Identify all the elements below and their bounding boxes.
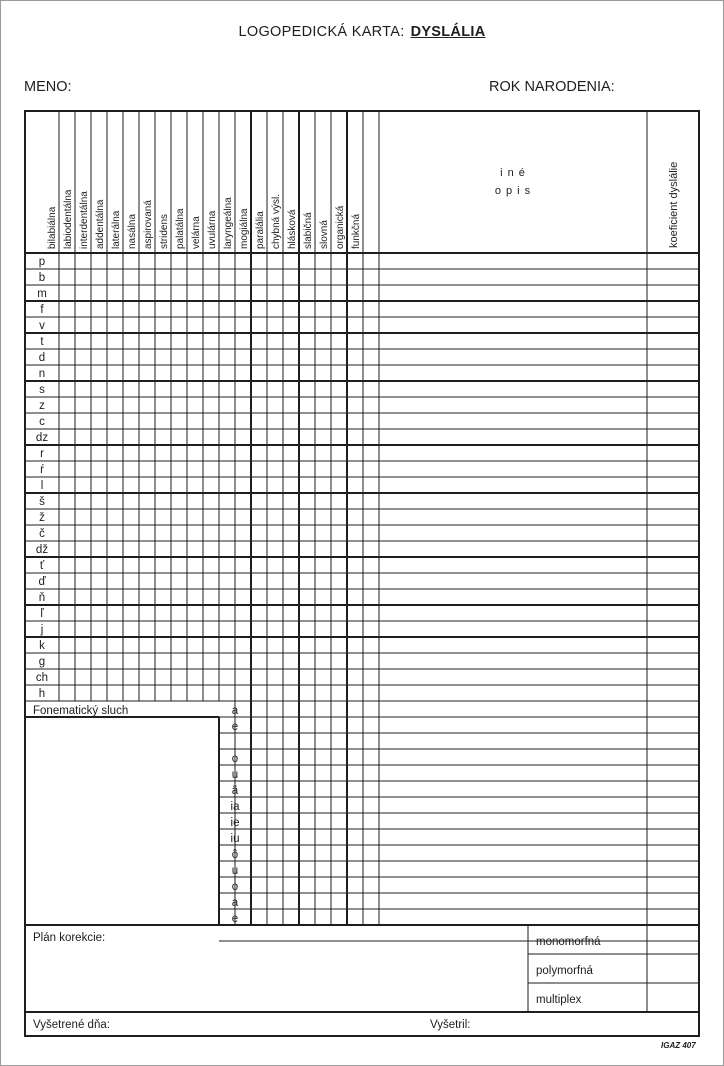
column-header: bilabiálna — [47, 206, 58, 249]
sound-label: dz — [35, 432, 49, 444]
column-header: labiodentálna — [63, 189, 74, 249]
sound-label: j — [40, 624, 44, 636]
column-header: addentálna — [95, 199, 106, 249]
phonematic-item: ä — [231, 785, 239, 797]
plan-label: Plán korekcie: — [33, 932, 106, 944]
sound-label: ť — [39, 560, 45, 572]
sound-label: ŕ — [40, 464, 44, 476]
column-header: interdentálna — [79, 191, 90, 249]
column-header: mogiálna — [239, 208, 250, 249]
sound-label: ď — [38, 576, 46, 588]
birth-year-label: ROK NARODENIA: — [489, 79, 615, 95]
sound-label: f — [40, 304, 44, 316]
sound-label: d — [38, 352, 46, 364]
phonematic-item: ô — [231, 849, 239, 861]
sound-label: n — [38, 368, 46, 380]
column-header: aspirovaná — [143, 200, 154, 249]
name-label: MENO: — [24, 79, 72, 95]
column-header: funkčná — [351, 213, 362, 249]
dyslalia-type-label: monomorfná — [536, 936, 601, 948]
column-header: nasálna — [127, 213, 138, 249]
sound-label: s — [39, 384, 45, 396]
sound-label: dž — [35, 544, 49, 556]
sound-label: ľ — [40, 608, 44, 620]
column-header: laterálna — [111, 210, 122, 249]
sound-label: m — [37, 288, 47, 300]
sound-label: v — [39, 320, 45, 332]
column-header: slovná — [319, 220, 330, 249]
sound-label: č — [39, 528, 45, 540]
sound-label: ž — [39, 512, 45, 524]
sound-label: ch — [35, 672, 49, 684]
examined-date-label: Vyšetrené dňa: — [33, 1019, 110, 1031]
examiner-label: Vyšetril: — [430, 1019, 471, 1031]
column-header: chybná výsl. — [271, 193, 282, 249]
sound-label: c — [39, 416, 45, 428]
sound-label: h — [38, 688, 46, 700]
dyslalia-type-label: polymorfná — [536, 965, 593, 977]
phonematic-item: ia — [230, 801, 240, 813]
column-header: organická — [335, 205, 346, 249]
phonematic-item: ie — [230, 817, 240, 829]
phonematic-item: e — [231, 721, 239, 733]
phonematic-label: Fonematický sluch — [33, 705, 129, 717]
sound-label: p — [38, 256, 46, 268]
title-main: DYSLÁLIA — [410, 24, 486, 40]
column-header: palatálna — [175, 208, 186, 249]
sound-label: g — [38, 656, 46, 668]
description-header-line2: o p i s — [494, 185, 532, 197]
sound-label: k — [39, 640, 45, 652]
sound-label: t — [40, 336, 44, 348]
sound-label: r — [40, 448, 44, 460]
sound-label: š — [39, 496, 45, 508]
sound-label: b — [38, 272, 46, 284]
column-header: velárna — [191, 216, 202, 249]
column-header: slabičná — [303, 212, 314, 249]
sound-label: z — [39, 400, 45, 412]
column-header: uvulárna — [207, 210, 218, 249]
phonematic-item: o — [231, 753, 239, 765]
description-header-line1: i n é — [500, 167, 526, 179]
coefficient-header: koeficient dyslálie — [668, 161, 680, 248]
phonematic-item: e — [231, 913, 239, 925]
sound-label: ň — [38, 592, 46, 604]
phonematic-item: a — [231, 705, 239, 717]
title-prefix: LOGOPEDICKÁ KARTA: — [238, 24, 405, 40]
dyslalia-type-label: multiplex — [536, 994, 582, 1006]
form-code: IGAZ 407 — [661, 1041, 696, 1050]
column-header: paralália — [255, 211, 266, 249]
phonematic-item: a — [231, 897, 239, 909]
phonematic-item: iu — [230, 833, 240, 845]
column-header: laryngeálna — [223, 197, 234, 249]
phonematic-item: o — [231, 881, 239, 893]
phonematic-item: u — [231, 769, 239, 781]
column-header: stridens — [159, 213, 170, 249]
phonematic-item: u — [231, 865, 239, 877]
column-header: hlásková — [287, 209, 298, 249]
phonematic-item: i — [233, 737, 237, 749]
sound-label: l — [40, 480, 44, 492]
